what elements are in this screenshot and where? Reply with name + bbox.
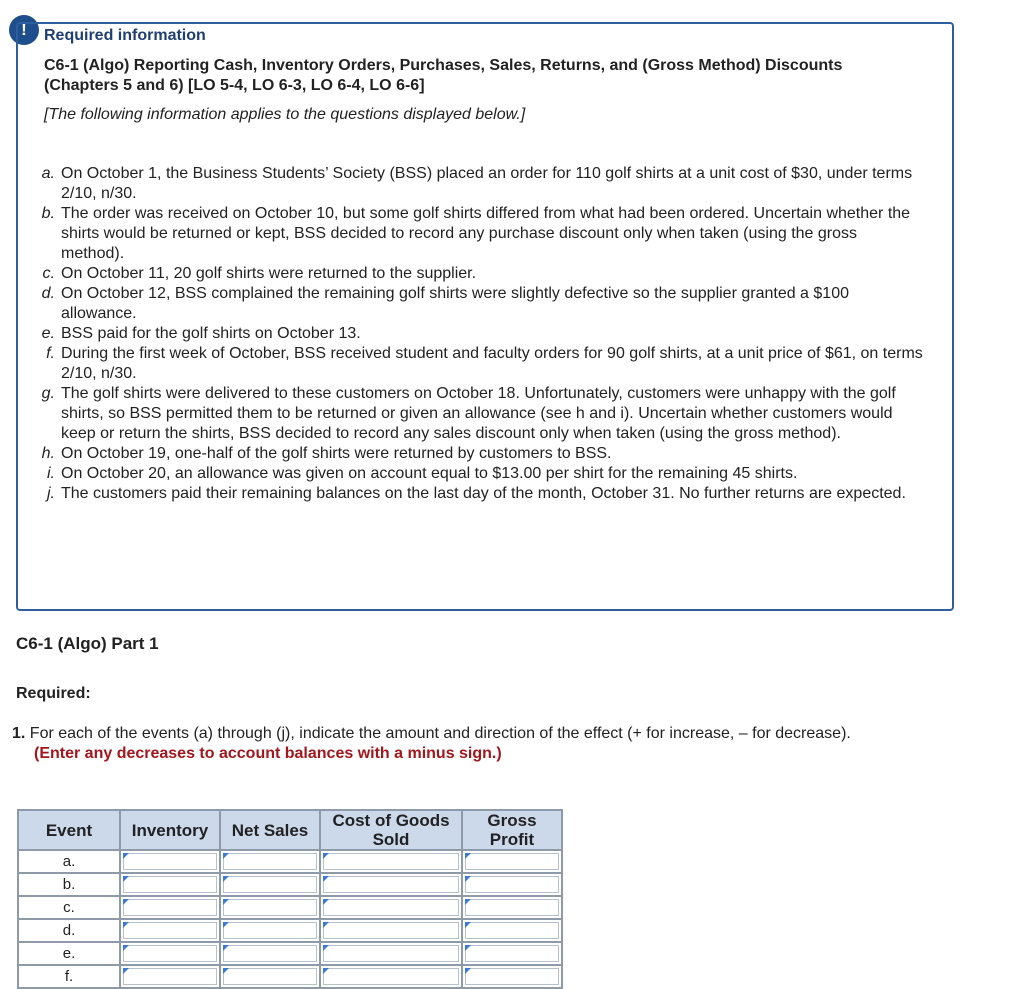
event-list xyxy=(41,164,924,504)
event-item-b xyxy=(41,204,924,264)
event-item-c xyxy=(44,264,924,284)
table-row xyxy=(18,965,562,988)
inventory-cell[interactable] xyxy=(120,965,220,988)
inventory-input[interactable] xyxy=(123,876,217,893)
net-sales-input[interactable] xyxy=(223,968,317,985)
event-label: f. xyxy=(18,965,120,988)
event-label: a. xyxy=(18,850,120,873)
header-cost-of-goods-sold: Cost of Goods Sold xyxy=(320,810,462,850)
event-text: The order was received on October 10, but some golf shirts differed from what had been ordered. Uncertain whether the shirts would be returned or kept, BSS decided to record any purchase discount only when taken (using the gross method). xyxy=(61,205,911,262)
answer-table xyxy=(17,809,563,989)
cogs-input[interactable] xyxy=(323,876,459,893)
minus-sign-instruction: (Enter any decreases to account balances with a minus sign.) xyxy=(34,745,502,762)
event-item-f xyxy=(44,344,924,384)
inventory-cell[interactable] xyxy=(120,942,220,965)
problem-heading: C6-1 (Algo) Reporting Cash, Inventory Orders, Purchases, Sales, Returns, and (Gross Method) Discounts (Chapters 5 and 6) [LO 5-4, LO 6-3, LO 6-4, LO 6-6] xyxy=(44,57,843,94)
cogs-input[interactable] xyxy=(323,945,459,962)
gross-profit-input[interactable] xyxy=(465,945,559,962)
header-gross-profit: Gross Profit xyxy=(462,810,562,850)
gross-profit-input[interactable] xyxy=(465,876,559,893)
inventory-cell[interactable] xyxy=(120,919,220,942)
cogs-cell[interactable] xyxy=(320,965,462,988)
net-sales-cell[interactable] xyxy=(220,873,320,896)
event-label: c. xyxy=(18,896,120,919)
gross-profit-cell[interactable] xyxy=(462,942,562,965)
net-sales-cell[interactable] xyxy=(220,965,320,988)
inventory-cell[interactable] xyxy=(120,850,220,873)
event-label: d. xyxy=(18,919,120,942)
header-event: Event xyxy=(18,810,120,850)
net-sales-cell[interactable] xyxy=(220,942,320,965)
required-label: Required: xyxy=(16,685,91,702)
question-number: 1. xyxy=(12,725,26,742)
alert-icon: ! xyxy=(9,15,39,45)
question-text: For each of the events (a) through (j), indicate the amount and direction of the effect (+ for increase, – for decrease). xyxy=(29,725,851,742)
table-row xyxy=(18,919,562,942)
inventory-cell[interactable] xyxy=(120,896,220,919)
event-item-h xyxy=(41,444,924,464)
inventory-input[interactable] xyxy=(123,968,217,985)
question-1 xyxy=(12,724,1012,764)
cogs-cell[interactable] xyxy=(320,850,462,873)
cogs-input[interactable] xyxy=(323,968,459,985)
event-text: On October 11, 20 golf shirts were returned to the supplier. xyxy=(61,265,477,282)
net-sales-cell[interactable] xyxy=(220,896,320,919)
inventory-input[interactable] xyxy=(123,922,217,939)
event-letter: g. xyxy=(41,385,55,402)
inventory-cell[interactable] xyxy=(120,873,220,896)
cogs-input[interactable] xyxy=(323,922,459,939)
gross-profit-cell[interactable] xyxy=(462,896,562,919)
table-row xyxy=(18,850,562,873)
gross-profit-input[interactable] xyxy=(465,968,559,985)
event-letter: d. xyxy=(41,285,55,302)
net-sales-input[interactable] xyxy=(223,853,317,870)
gross-profit-input[interactable] xyxy=(465,922,559,939)
table-row xyxy=(18,896,562,919)
event-label: b. xyxy=(18,873,120,896)
applies-note: [The following information applies to the questions displayed below.] xyxy=(44,106,526,123)
event-text: The customers paid their remaining balances on the last day of the month, October 31. No further returns are expected. xyxy=(61,485,906,502)
net-sales-input[interactable] xyxy=(223,899,317,916)
net-sales-input[interactable] xyxy=(223,876,317,893)
cogs-input[interactable] xyxy=(323,899,459,916)
gross-profit-cell[interactable] xyxy=(462,965,562,988)
event-letter: h. xyxy=(41,445,55,462)
event-letter: a. xyxy=(41,165,55,182)
gross-profit-input[interactable] xyxy=(465,899,559,916)
event-letter: j. xyxy=(47,485,55,502)
net-sales-input[interactable] xyxy=(223,922,317,939)
event-letter: e. xyxy=(41,325,55,342)
inventory-input[interactable] xyxy=(123,899,217,916)
event-item-a xyxy=(41,164,924,204)
cogs-cell[interactable] xyxy=(320,896,462,919)
event-letter: c. xyxy=(42,265,55,282)
gross-profit-cell[interactable] xyxy=(462,850,562,873)
gross-profit-cell[interactable] xyxy=(462,873,562,896)
event-text: The golf shirts were delivered to these customers on October 18. Unfortunately, customers were unhappy with the golf shirts, so BSS permitted them to be returned or given an allowance (see h and i). Uncertain whether customers would keep or return the shirts, BSS decided to record any sales discount only when taken (using the gross method). xyxy=(61,385,896,442)
event-text: BSS paid for the golf shirts on October 13. xyxy=(61,325,361,342)
cogs-cell[interactable] xyxy=(320,919,462,942)
event-text: During the first week of October, BSS received student and faculty orders for 90 golf shirts, at a unit price of $61, on terms 2/10, n/30. xyxy=(61,345,923,382)
event-item-e xyxy=(41,324,924,344)
event-item-d xyxy=(41,284,924,324)
inventory-input[interactable] xyxy=(123,853,217,870)
event-letter: f. xyxy=(46,345,55,362)
event-item-g xyxy=(41,384,924,444)
event-text: On October 12, BSS complained the remaining golf shirts were slightly defective so the supplier granted a $100 allowance. xyxy=(61,285,849,322)
event-letter: i. xyxy=(47,465,55,482)
net-sales-cell[interactable] xyxy=(220,919,320,942)
gross-profit-input[interactable] xyxy=(465,853,559,870)
net-sales-cell[interactable] xyxy=(220,850,320,873)
cogs-cell[interactable] xyxy=(320,942,462,965)
header-inventory: Inventory xyxy=(120,810,220,850)
net-sales-input[interactable] xyxy=(223,945,317,962)
cogs-cell[interactable] xyxy=(320,873,462,896)
inventory-input[interactable] xyxy=(123,945,217,962)
event-item-j xyxy=(44,484,924,504)
event-letter: b. xyxy=(41,205,55,222)
part-title: C6-1 (Algo) Part 1 xyxy=(16,634,159,653)
event-text: On October 20, an allowance was given on account equal to $13.00 per shirt for the remaining 45 shirts. xyxy=(61,465,798,482)
event-text: On October 1, the Business Students’ Society (BSS) placed an order for 110 golf shirts at a unit cost of $30, under terms 2/10, n/30. xyxy=(61,165,913,202)
table-header-row xyxy=(18,810,562,850)
event-item-i xyxy=(44,464,924,484)
table-row xyxy=(18,942,562,965)
cogs-input[interactable] xyxy=(323,853,459,870)
table-row xyxy=(18,873,562,896)
required-information-title: Required information xyxy=(44,27,206,44)
event-label: e. xyxy=(18,942,120,965)
event-text: On October 19, one-half of the golf shirts were returned by customers to BSS. xyxy=(61,445,612,462)
header-net-sales: Net Sales xyxy=(220,810,320,850)
gross-profit-cell[interactable] xyxy=(462,919,562,942)
